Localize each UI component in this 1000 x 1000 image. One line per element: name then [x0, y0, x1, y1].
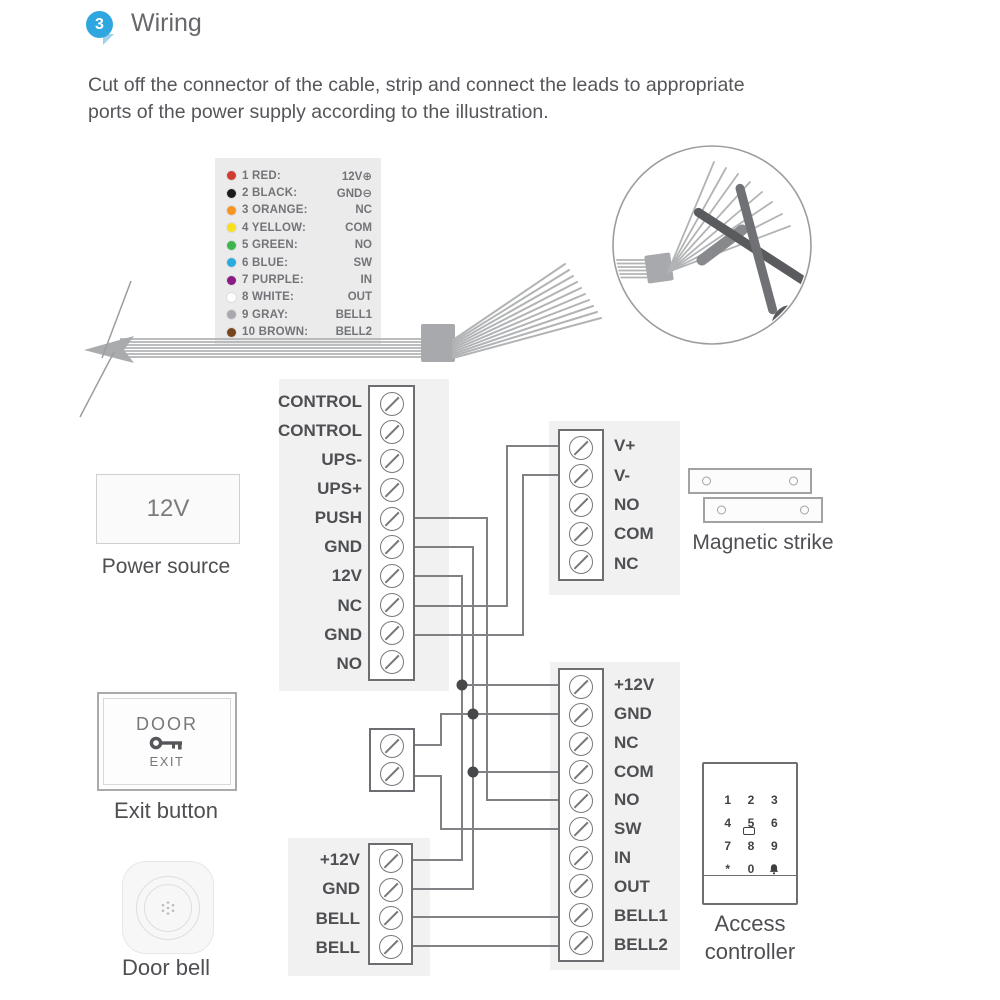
terminal-screw	[569, 732, 593, 756]
screw-hole-icon	[789, 477, 798, 486]
terminal-screw	[569, 550, 593, 574]
terminal-screw	[380, 621, 404, 645]
terminal-screw	[380, 564, 404, 588]
terminal-label-control-2: CONTROL	[277, 421, 362, 440]
terminal-label-vminus: V-	[614, 466, 631, 485]
terminal-screw	[380, 478, 404, 502]
speaker-icon	[158, 898, 178, 918]
exit-button-exit-label: EXIT	[149, 754, 185, 769]
magnetic-strike-icon	[703, 497, 823, 523]
terminal-label-ac-com: COM	[614, 762, 654, 781]
terminal-screw	[379, 878, 403, 902]
terminal-label-ups-plus: UPS+	[317, 479, 362, 498]
connection-wires	[413, 446, 558, 946]
key-icon	[149, 735, 185, 752]
terminal-screw	[379, 849, 403, 873]
terminal-label-12v: 12V	[331, 566, 362, 585]
terminal-label-bell-gnd: GND	[322, 879, 360, 898]
step-badge: 3	[86, 11, 113, 38]
terminal-screw	[380, 593, 404, 617]
terminal-label-ac-out: OUT	[614, 877, 650, 896]
terminal-screw	[569, 789, 593, 813]
exit-button-door-label: DOOR	[136, 714, 198, 734]
junction-dots	[457, 680, 479, 778]
instruction-line-1: Cut off the connector of the cable, strip and connect the leads to appropriate	[88, 74, 745, 96]
terminal-label-ac-gnd: GND	[614, 704, 652, 723]
door-bell-box	[122, 861, 214, 954]
scissors-detail-circle	[610, 146, 851, 349]
terminal-screw	[380, 762, 404, 786]
terminal-screw	[380, 392, 404, 416]
terminal-screw	[569, 522, 593, 546]
terminal-label-vplus: V+	[614, 436, 636, 455]
terminal-screw	[569, 675, 593, 699]
page-title: Wiring	[131, 9, 202, 37]
cable-lead-fan	[453, 264, 601, 358]
power-source-box: 12V	[96, 474, 240, 544]
terminal-screw	[380, 650, 404, 674]
keypad-key-4: 4	[724, 815, 731, 830]
bell-icon	[768, 863, 780, 875]
terminal-label-ac-bell1: BELL1	[614, 906, 668, 925]
terminal-screw	[380, 449, 404, 473]
legend-row: 3 ORANGE: NC	[215, 202, 381, 219]
door-bell-caption: Door bell	[121, 955, 211, 980]
terminal-screw	[569, 874, 593, 898]
terminal-screw	[569, 703, 593, 727]
screw-hole-icon	[717, 506, 726, 515]
screw-hole-icon	[702, 477, 711, 486]
cable-illustration	[120, 339, 452, 357]
exit-button-caption: Exit button	[114, 798, 218, 823]
terminal-screw	[569, 464, 593, 488]
terminal-label-gnd-1: GND	[324, 537, 362, 556]
legend-row: 8 WHITE: OUT	[215, 289, 381, 306]
terminal-screw	[569, 817, 593, 841]
bell-terminal-strip	[368, 843, 413, 965]
terminal-screw	[569, 846, 593, 870]
terminal-label-nc: NC	[337, 596, 362, 615]
terminal-screw	[379, 906, 403, 930]
exit-button-face	[103, 698, 231, 785]
legend-row: 6 BLUE: SW	[215, 254, 381, 271]
keypad-key-6: 6	[770, 815, 778, 830]
terminal-label-ac-nc: NC	[614, 733, 639, 752]
terminal-label-bell-12v: +12V	[319, 850, 360, 869]
terminal-label-ms-nc: NC	[614, 554, 639, 573]
terminal-label-ms-com: COM	[614, 524, 654, 543]
legend-row: 4 YELLOW: COM	[215, 219, 381, 236]
terminal-label-push: PUSH	[314, 508, 362, 527]
terminal-screw	[380, 507, 404, 531]
terminal-screw	[380, 734, 404, 758]
keypad-key-7: 7	[724, 838, 731, 853]
terminal-label-ac-12v: +12V	[614, 675, 655, 694]
terminal-screw	[569, 760, 593, 784]
legend-row: 7 PURPLE: IN	[215, 271, 381, 288]
card-icon	[743, 827, 755, 835]
keypad-key-8: 8	[747, 838, 755, 853]
keypad-key-5: 5	[747, 815, 755, 830]
terminal-label-ac-bell2: BELL2	[614, 935, 668, 954]
access-controller-caption-1: Access	[714, 911, 786, 936]
terminal-screw	[569, 903, 593, 927]
terminal-screw	[569, 931, 593, 955]
power-source-caption: Power source	[101, 555, 231, 578]
controller-divider	[704, 875, 796, 876]
terminal-label-ups-minus: UPS-	[321, 450, 362, 469]
cable-connector	[421, 324, 455, 362]
terminal-screw	[569, 493, 593, 517]
screw-hole-icon	[800, 506, 809, 515]
terminal-screw	[569, 436, 593, 460]
legend-row: 5 GREEN: NO	[215, 237, 381, 254]
terminal-label-ms-no: NO	[614, 495, 640, 514]
exit-button-box	[97, 692, 237, 791]
wire-gnd-line	[413, 547, 473, 889]
keypad-key-bell	[763, 857, 786, 880]
terminal-screw	[379, 935, 403, 959]
terminal-screw	[380, 535, 404, 559]
legend-row: 1 RED: 12V⊕	[215, 167, 381, 184]
terminal-label-ac-sw: SW	[614, 819, 642, 838]
magnetic-strike-icon	[688, 468, 812, 494]
keypad-key-3: 3	[770, 792, 778, 807]
terminal-label-gnd-2: GND	[324, 625, 362, 644]
terminal-label-bell-2: BELL	[315, 938, 360, 957]
terminal-label-ac-no: NO	[614, 790, 640, 809]
magnetic-strike-terminal-strip	[558, 429, 604, 581]
access-terminal-strip	[558, 668, 604, 962]
keypad-key-1: 1	[724, 792, 731, 807]
wire-12v-line	[413, 576, 462, 860]
terminal-label-control-1: CONTROL	[277, 392, 362, 411]
keypad-key-0: 0	[747, 861, 755, 876]
legend-row: 10 BROWN: BELL2	[215, 324, 381, 341]
exit-terminal-strip	[369, 728, 415, 792]
access-controller-box	[702, 762, 798, 905]
keypad-key-9: 9	[770, 838, 778, 853]
access-controller-caption-2: controller	[704, 939, 796, 964]
keypad-key-star: *	[725, 861, 730, 876]
legend-row: 2 BLACK: GND⊖	[215, 184, 381, 201]
terminal-screw	[380, 420, 404, 444]
terminal-label-ac-in: IN	[614, 848, 631, 867]
instruction-line-2: ports of the power supply according to the illustration.	[88, 101, 549, 123]
terminal-label-no: NO	[336, 654, 362, 673]
magnetic-strike-caption: Magnetic strike	[692, 531, 834, 554]
instruction-text	[88, 72, 868, 126]
legend-row: 9 GRAY: BELL1	[215, 306, 381, 323]
keypad-key-2: 2	[747, 792, 755, 807]
power-supply-terminal-strip	[368, 385, 415, 681]
terminal-label-bell-1: BELL	[315, 909, 360, 928]
wire-push-to-no	[415, 518, 558, 800]
